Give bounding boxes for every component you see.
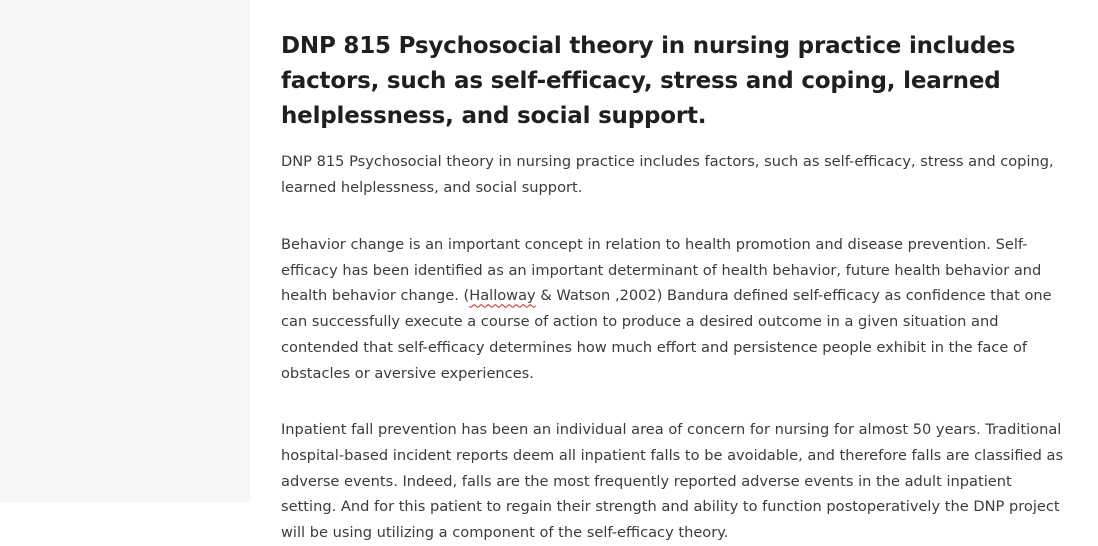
paragraph-self-efficacy <box>281 232 1071 386</box>
citation-author-misspelled: Halloway <box>469 287 536 305</box>
left-sidebar <box>0 0 250 502</box>
paragraph-text: Behavior change is an important concept in relation to health promotion and disease prevention. Self-efficacy has been identified as an important determinant of health behavior, future health behavior and health behavior change. ( <box>281 236 1042 305</box>
intro-paragraph: DNP 815 Psychosocial theory in nursing practice includes factors, such as self-efficacy, stress and coping, learned helplessness, and social support. <box>281 153 1054 196</box>
article-title: DNP 815 Psychosocial theory in nursing practice includes factors, such as self-efficacy, stress and coping, learned helplessness, and social support. <box>281 33 1016 129</box>
article-content <box>281 29 1071 546</box>
paragraph-text: & Watson ,2002) Bandura defined self-efficacy as confidence that one can successfully execute a course of action to produce a desired outcome in a given situation and contended that self-efficacy determines how much effort and persistence people exhibit in the face of obstacles or aversive experiences. <box>281 287 1052 382</box>
paragraph-fall-prevention: Inpatient fall prevention has been an individual area of concern for nursing for almost 50 years. Traditional hospital-based incident reports deem all inpatient falls to be avoidable, and therefore falls are classified as adverse events. Indeed, falls are the most frequently reported adverse events in the adult inpatient setting. And for this patient to regain their strength and ability to function postoperatively the DNP project will be using utilizing a component of the self-efficacy theory. <box>281 421 1064 542</box>
